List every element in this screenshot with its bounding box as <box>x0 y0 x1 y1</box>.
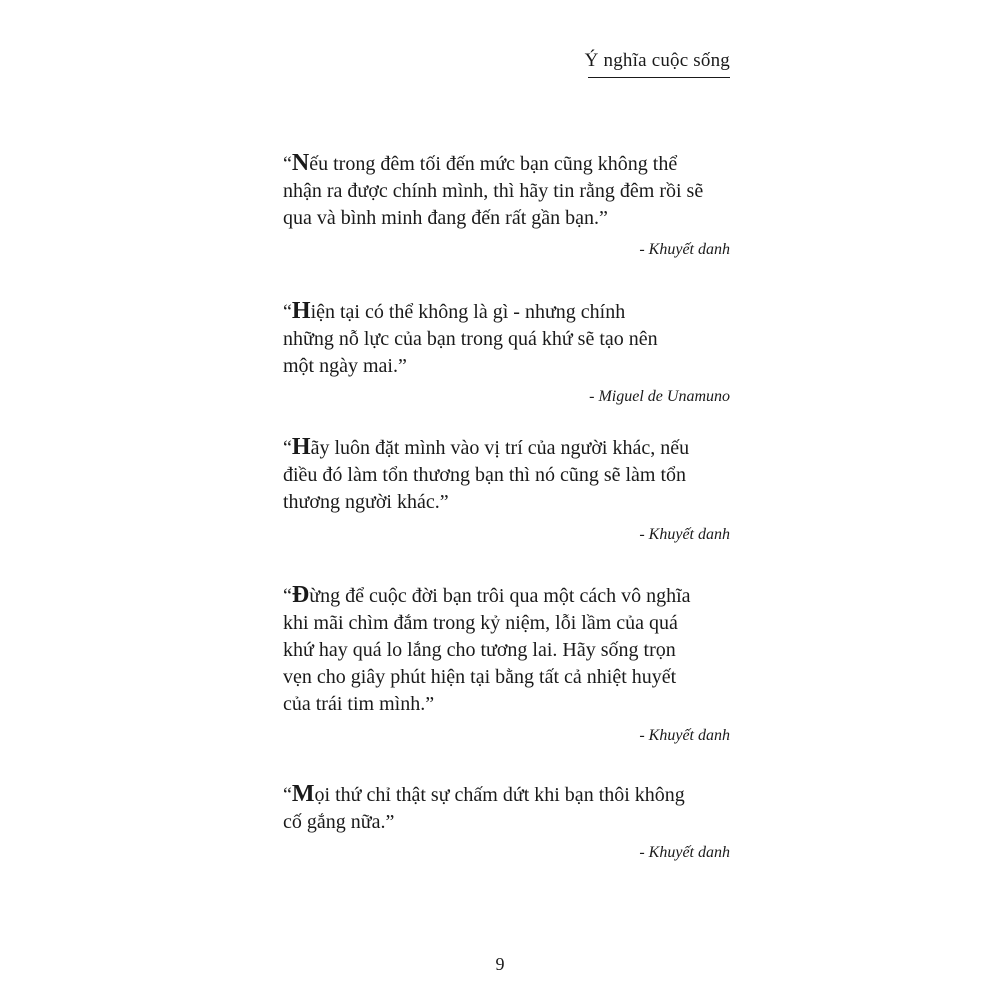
drop-initial: N <box>291 150 310 176</box>
quote-line: nhận ra được chính mình, thì hãy tin rằng đêm rồi sẽ <box>283 180 704 202</box>
quote-line: khứ hay quá lo lắng cho tương lai. Hãy sống trọn <box>283 639 676 661</box>
quote-attribution: - Khuyết danh <box>639 844 730 861</box>
quote-text <box>283 781 733 836</box>
quote-line: khi mãi chìm đắm trong kỷ niệm, lỗi lầm của quá <box>283 612 678 634</box>
quote-block-2 <box>283 298 733 380</box>
quote-line: thương người khác.” <box>283 491 449 513</box>
quote-line: điều đó làm tổn thương bạn thì nó cũng sẽ làm tổn <box>283 464 687 486</box>
quote-block-4 <box>283 582 733 718</box>
quote-text <box>283 582 733 718</box>
quote-line-text: ãy luôn đặt mình vào vị trí của người khác, nếu <box>310 437 690 459</box>
drop-initial: M <box>291 781 315 807</box>
quote-attribution: - Khuyết danh <box>639 241 730 258</box>
quote-text <box>283 434 733 516</box>
quote-line-text: ọi thứ chỉ thật sự chấm dứt khi bạn thôi không <box>314 784 685 806</box>
quote-line-text: ừng để cuộc đời bạn trôi qua một cách vô nghĩa <box>309 585 691 607</box>
quote-attribution: - Khuyết danh <box>639 526 730 543</box>
quote-line <box>283 582 733 610</box>
quote-line: cố gắng nữa.” <box>283 811 395 833</box>
open-quote-mark: “ <box>283 585 292 607</box>
quote-text <box>283 150 733 232</box>
quote-line: qua và bình minh đang đến rất gần bạn.” <box>283 207 608 229</box>
running-header: Ý nghĩa cuộc sống <box>584 50 730 71</box>
open-quote-mark: “ <box>283 301 292 323</box>
quote-line <box>283 434 733 462</box>
drop-initial: H <box>291 298 311 324</box>
quote-line <box>283 781 733 809</box>
quote-line-text: ếu trong đêm tối đến mức bạn cũng không thể <box>309 153 678 175</box>
quote-line-text: iện tại có thể không là gì - nhưng chính <box>310 301 626 323</box>
quote-block-1 <box>283 150 733 232</box>
quote-line: vẹn cho giây phút hiện tại bằng tất cả nhiệt huyết <box>283 666 677 688</box>
open-quote-mark: “ <box>283 437 292 459</box>
quote-line <box>283 150 733 178</box>
open-quote-mark: “ <box>283 153 292 175</box>
quote-line: của trái tim mình.” <box>283 693 435 715</box>
quote-block-5 <box>283 781 733 836</box>
drop-initial: Đ <box>291 582 310 608</box>
quote-attribution: - Khuyết danh <box>639 727 730 744</box>
header-underline <box>588 77 730 78</box>
quote-attribution: - Miguel de Unamuno <box>589 388 730 405</box>
drop-initial: H <box>291 434 311 460</box>
open-quote-mark: “ <box>283 784 292 806</box>
page-number: 9 <box>495 954 505 974</box>
quote-line: một ngày mai.” <box>283 355 407 377</box>
quote-text <box>283 298 733 380</box>
quote-line <box>283 298 733 326</box>
quote-line: những nỗ lực của bạn trong quá khứ sẽ tạo nên <box>283 328 658 350</box>
quote-block-3 <box>283 434 733 516</box>
